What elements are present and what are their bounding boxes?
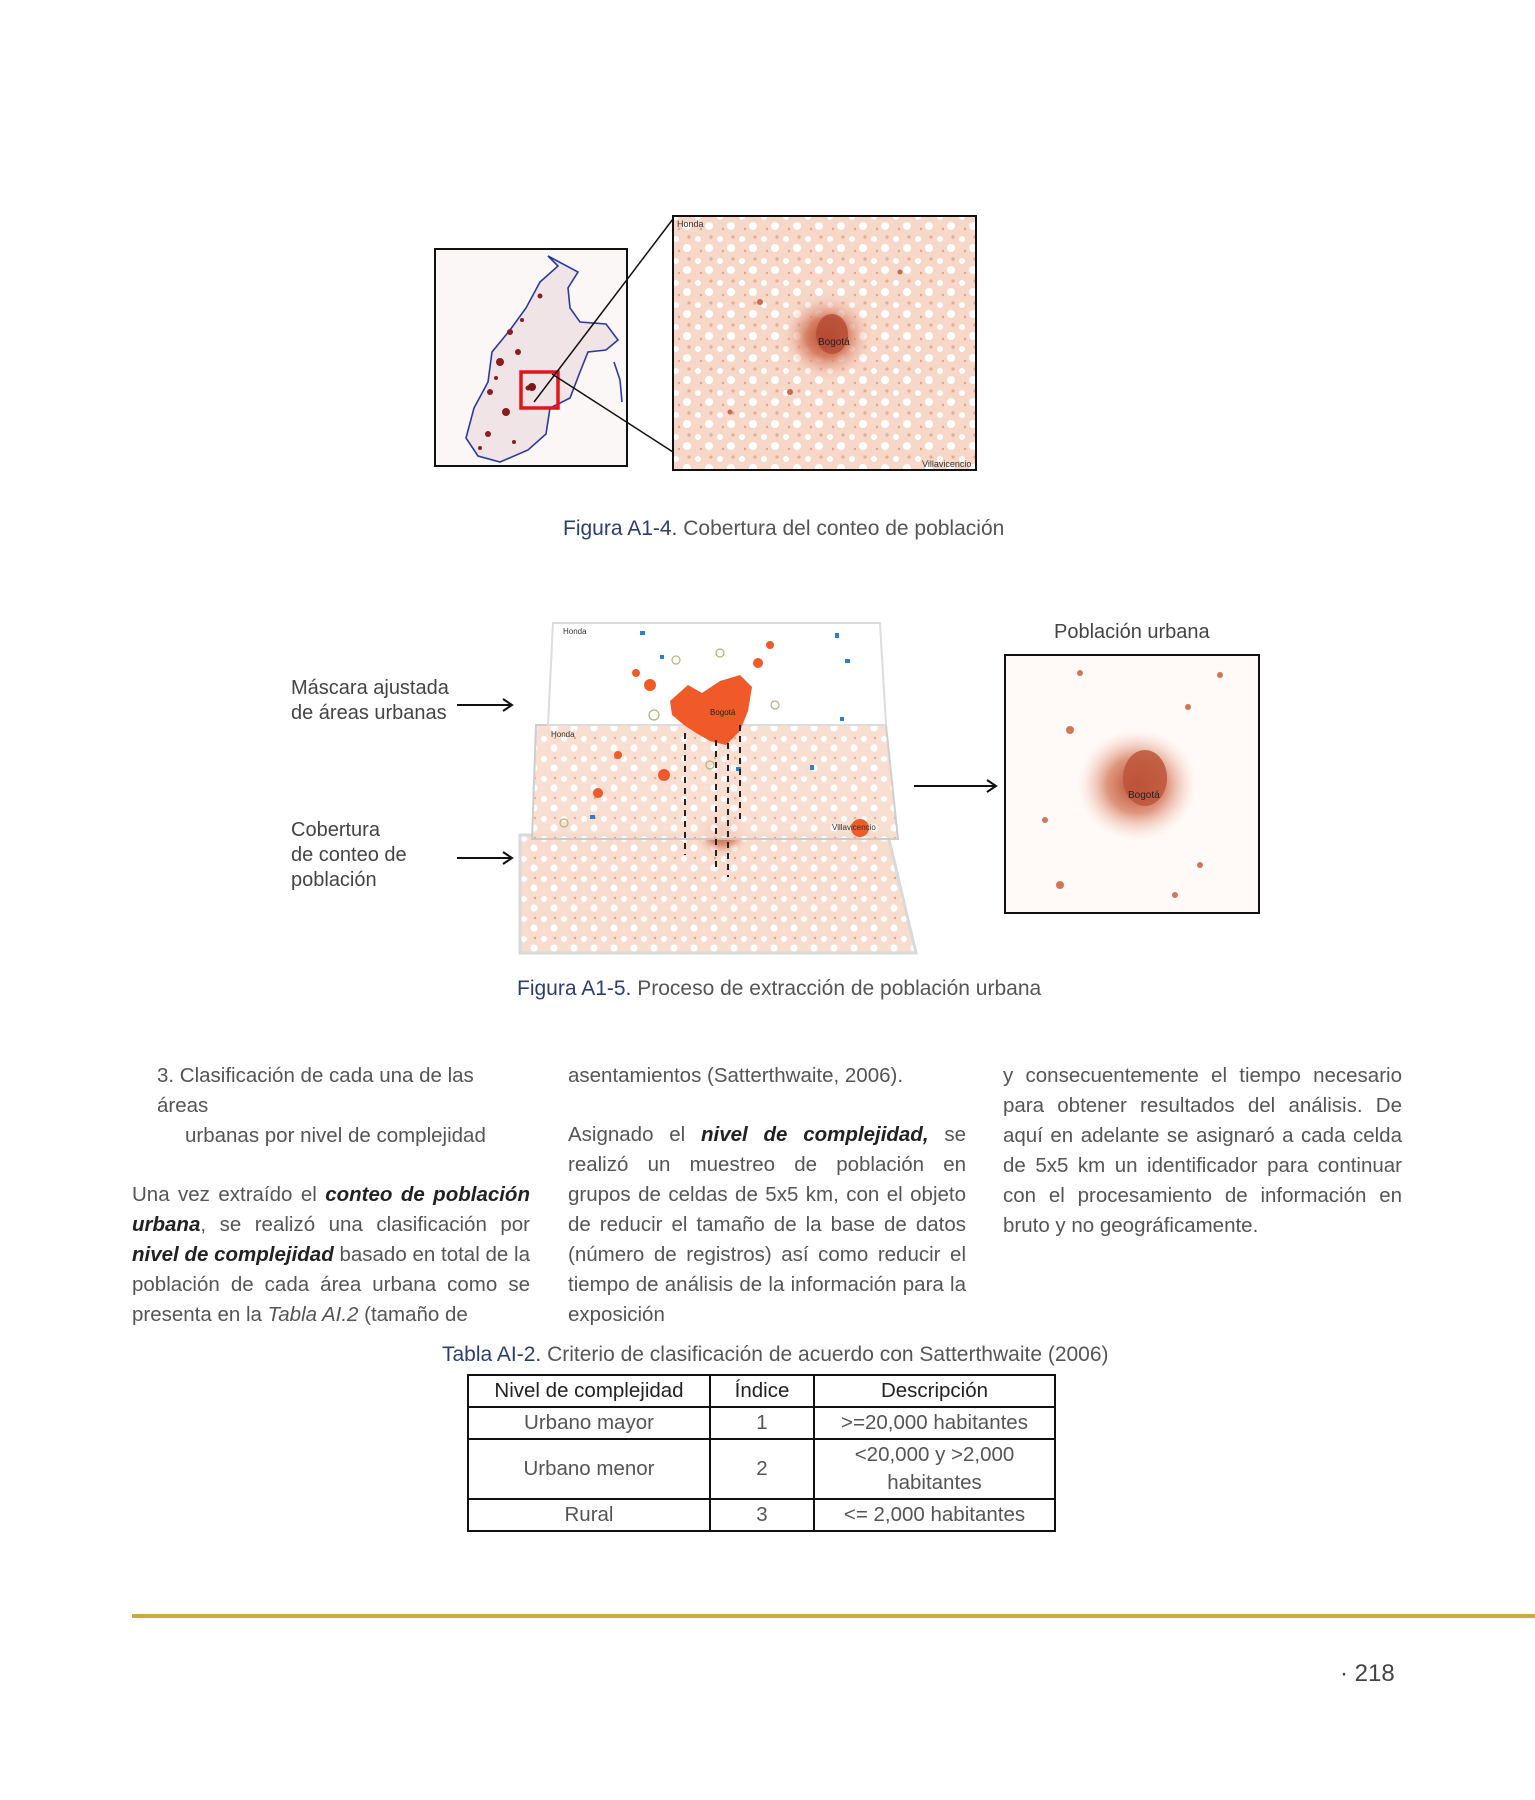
figure-a1-5-graphic — [440, 615, 1280, 965]
coverage-label — [291, 818, 407, 893]
coverage-label-line3: población — [291, 869, 377, 891]
header-nivel: Nivel de complejidad — [468, 1375, 710, 1407]
table-caption — [442, 1343, 1109, 1367]
text-column-3 — [1003, 1061, 1402, 1241]
text-column-1 — [132, 1061, 530, 1330]
layer-label-honda-top: Honda — [563, 627, 587, 636]
mask-label — [291, 676, 449, 726]
table-row — [468, 1407, 1055, 1439]
figure-a1-4-caption — [563, 517, 1004, 541]
cell-nivel: Urbano mayor — [468, 1407, 710, 1439]
figure-a1-5-caption — [517, 977, 1041, 1001]
cell-descripcion-line1: <20,000 y >2,000 — [854, 1443, 1015, 1466]
figure-a1-4-text: Cobertura del conteo de población — [677, 517, 1005, 540]
mask-label-line1: Máscara ajustada — [291, 677, 449, 699]
classification-table — [467, 1374, 1056, 1532]
paragraph-4: y consecuentemente el tiempo necesario para obtener resultados del análisis. De aquí en adelante se asignaró a cada celda de 5x5 km un identificador para continuar con el procesamiento de información en bruto y no geográficamente. — [1003, 1064, 1402, 1237]
footer-rule — [132, 1614, 1535, 1618]
paragraph-1: Una vez extraído el conteo de población urbana, se realizó una clasificación por nivel de complejidad basado en total de la población de cada área urbana como se presenta en la Tabla AI.2 (tamaño de — [132, 1183, 530, 1326]
cell-nivel: Rural — [468, 1499, 710, 1531]
page-number — [1340, 1660, 1395, 1688]
list-item-line1: 3. Clasificación de cada una de las áreas — [157, 1064, 474, 1117]
cell-indice: 3 — [710, 1499, 814, 1531]
table-row — [468, 1439, 1055, 1499]
mask-label-line2: de áreas urbanas — [291, 702, 447, 724]
figure-a1-4-label: Figura A1-4. — [563, 517, 678, 540]
table-label: Tabla AI-2. — [442, 1343, 542, 1366]
page-bullet: · — [1340, 1660, 1348, 1687]
list-item-line2: urbanas por nivel de complejidad — [185, 1124, 486, 1147]
coverage-label-line1: Cobertura — [291, 819, 380, 841]
cell-descripcion-line2: habitantes — [887, 1471, 982, 1494]
header-descripcion: Descripción — [814, 1375, 1055, 1407]
coverage-label-line2: de conteo de — [291, 844, 407, 866]
text-column-2 — [568, 1061, 966, 1330]
map-label-honda: Honda — [677, 219, 704, 229]
cell-nivel: Urbano menor — [468, 1439, 710, 1499]
map-label-villavicencio: Villavicencio — [922, 459, 972, 469]
table-row — [468, 1499, 1055, 1531]
cell-indice: 2 — [710, 1439, 814, 1499]
figure-a1-5-text: Proceso de extracción de población urbana — [631, 977, 1042, 1000]
figure-a1-5 — [440, 615, 1280, 965]
paragraph-3: Asignado el nivel de complejidad, se realizó un muestreo de población en grupos de celdas de 5x5 km, con el objeto de reducir el tamaño de la base de datos (número de registros) así como reducir el tiempo de análisis de la información para la exposición — [568, 1123, 966, 1326]
table-header-row — [468, 1375, 1055, 1407]
paragraph-2: asentamientos (Satterthwaite, 2006). — [568, 1064, 904, 1087]
result-title: Población urbana — [1054, 621, 1210, 643]
list-item-3 — [132, 1061, 530, 1151]
cell-descripcion: <= 2,000 habitantes — [814, 1499, 1055, 1531]
page-number-value: 218 — [1354, 1660, 1395, 1687]
map-label-bogota: Bogotá — [818, 337, 850, 348]
header-indice: Índice — [710, 1375, 814, 1407]
figure-a1-5-label: Figura A1-5. — [517, 977, 632, 1000]
layer-label-bogota: Bogotá — [710, 708, 736, 717]
figure-a1-4-graphic — [430, 212, 1130, 522]
cell-descripcion — [814, 1439, 1055, 1499]
figure-a1-4 — [430, 212, 1130, 522]
result-label-bogota: Bogotá — [1128, 790, 1160, 801]
layer-label-honda-mid: Honda — [551, 730, 575, 739]
table-caption-text: Criterio de clasificación de acuerdo con Satterthwaite (2006) — [541, 1343, 1109, 1366]
layer-label-villavicencio: Villavicencio — [832, 823, 876, 832]
cell-indice: 1 — [710, 1407, 814, 1439]
cell-descripcion: >=20,000 habitantes — [814, 1407, 1055, 1439]
